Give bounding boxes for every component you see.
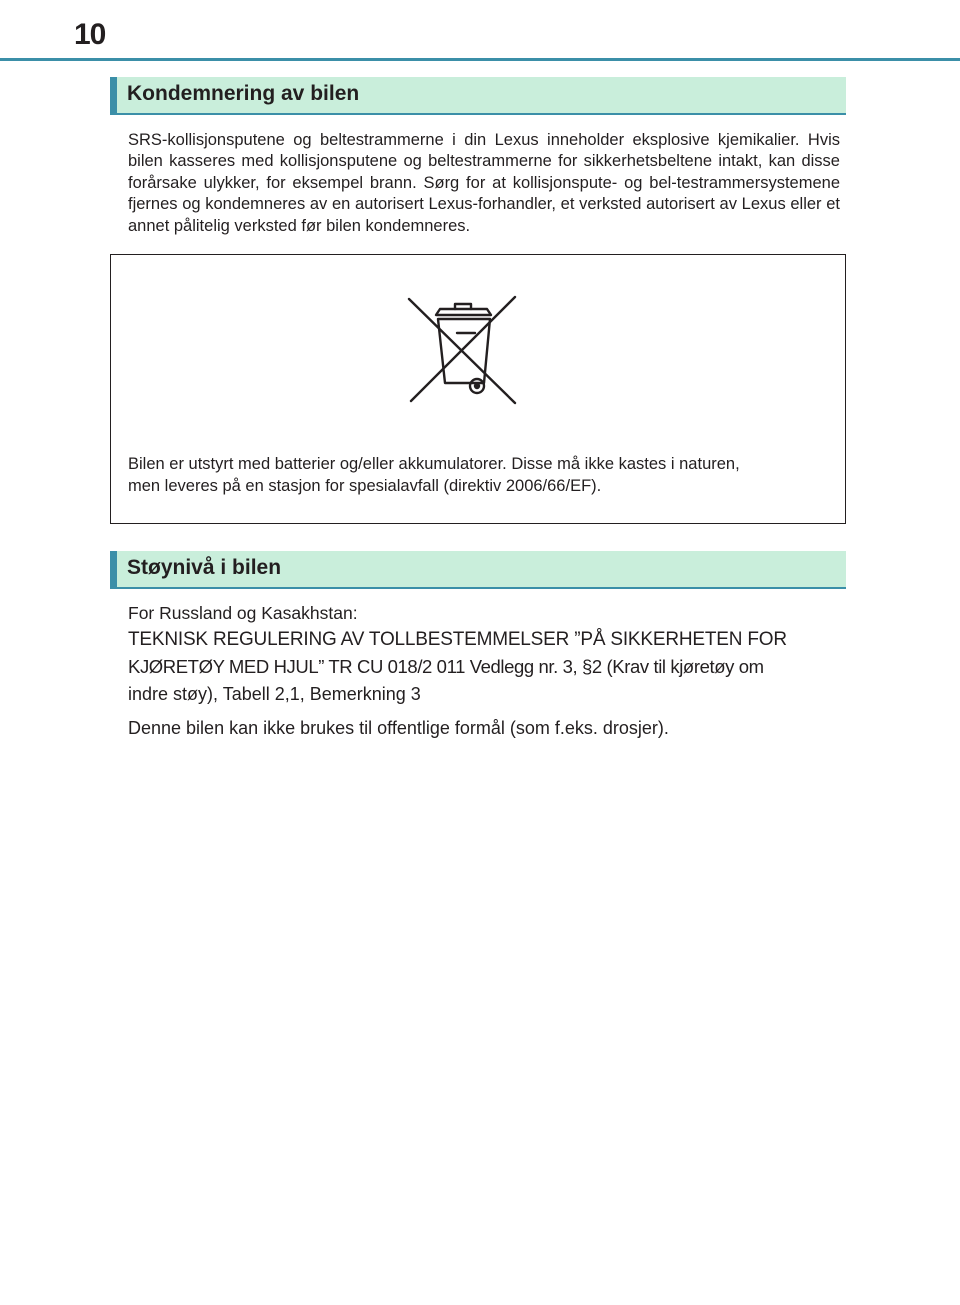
- section-title: Kondemnering av bilen: [127, 82, 360, 105]
- top-divider: [0, 58, 960, 61]
- regulation-line-1: TEKNISK REGULERING AV TOLLBESTEMMELSER ”PÅ SIKKERHETEN FOR: [128, 629, 787, 650]
- section-header-accent-bar: [110, 77, 117, 113]
- section-header-accent-bar: [110, 551, 117, 587]
- regulation-line-2: KJØRETØY MED HJUL” TR CU 018/2 011 Vedlegg nr. 3, §2 (Krav til kjøretøy om: [128, 656, 764, 677]
- battery-notice-line-2: men leveres på en stasjon for spesialavfall (direktiv 2006/66/EF).: [128, 477, 602, 495]
- crossed-out-wheelie-bin-icon: [407, 293, 519, 407]
- market-label: For Russland og Kasakhstan:: [128, 603, 358, 623]
- battery-notice-text: [128, 453, 828, 497]
- section-title: Støynivå i bilen: [127, 556, 282, 579]
- scrapping-paragraph: SRS-kollisjonsputene og beltestrammerne i din Lexus inneholder eksplosive kjemikalier. Hvis bilen kasseres med kollisjonsputene og beltestrammerne for sikkerhetsbeltene intakt, kan disse forårsake ulykker, for eksempel brann. Sørg for at kollisjonspute- og bel-testrammersystemene fjernes og kondemneres av en autorisert Lexus-forhandler, et verksted autorisert av Lexus eller et annet pålitelig verksted før bilen kondemneres.: [128, 131, 840, 235]
- battery-notice-line-1: Bilen er utstyrt med batterier og/eller akkumulatorer. Disse må ikke kastes i naturen,: [128, 455, 740, 473]
- page-number: 10: [74, 18, 106, 51]
- usage-restriction-text: Denne bilen kan ikke brukes til offentlige formål (som f.eks. drosjer).: [128, 718, 669, 738]
- section-header-kondemnering: [110, 77, 846, 115]
- battery-notice-box: [110, 254, 846, 524]
- regulation-line-3: indre støy), Tabell 2,1, Bemerkning 3: [128, 684, 421, 704]
- section-header-stoynivaa: [110, 551, 846, 589]
